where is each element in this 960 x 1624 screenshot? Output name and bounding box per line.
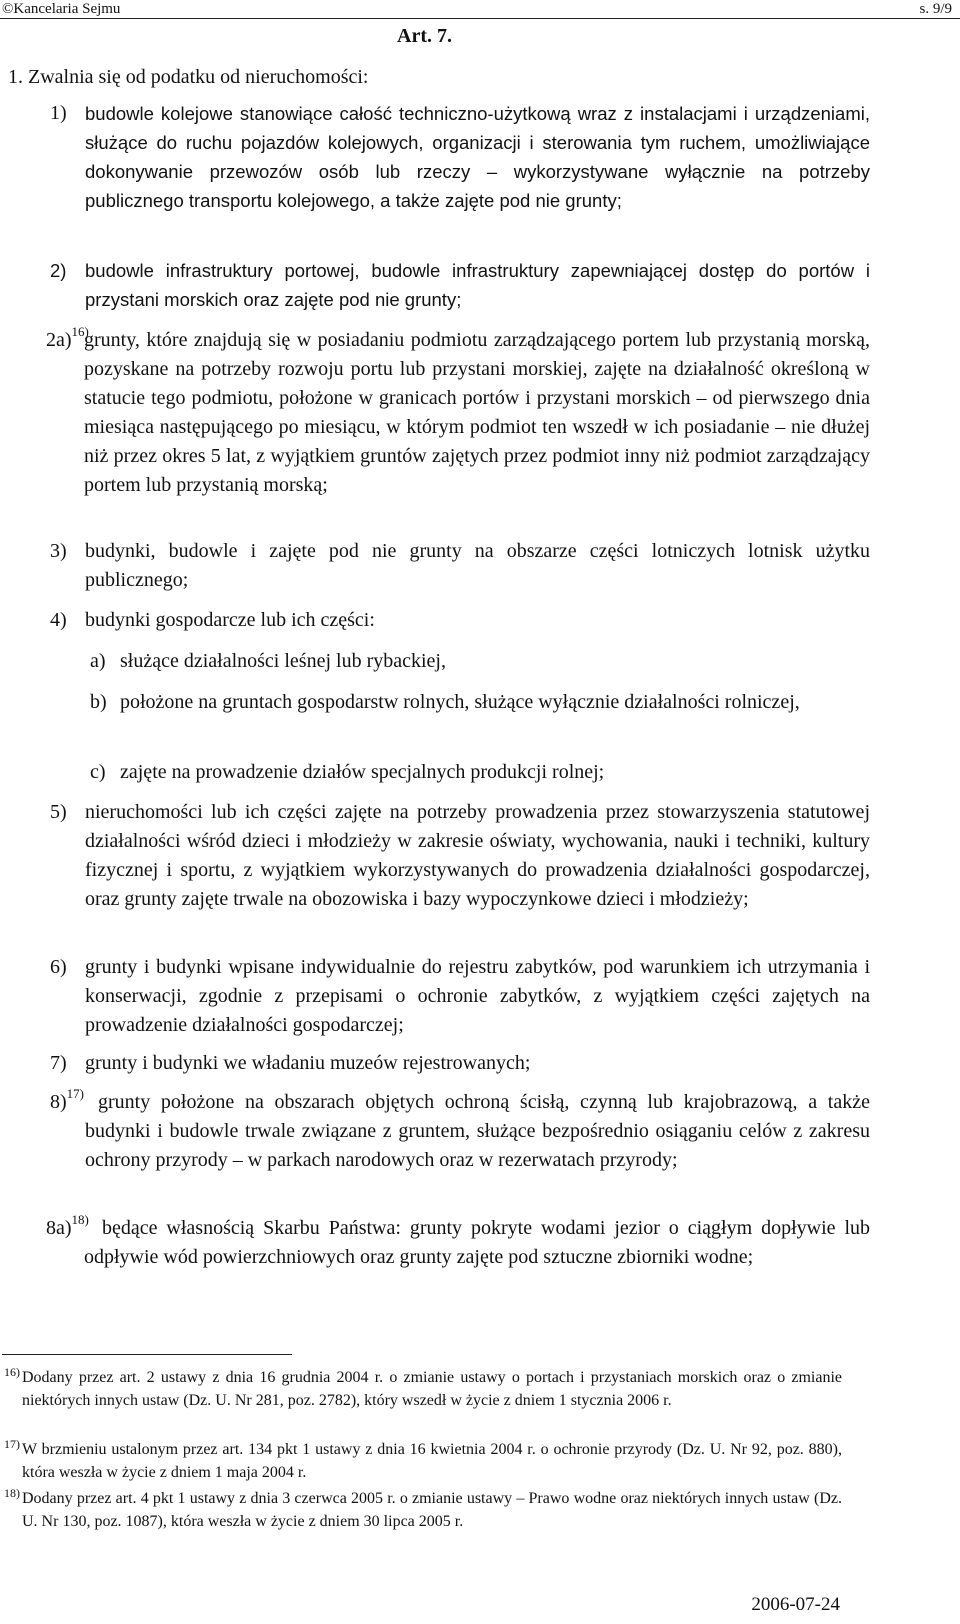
item-text: grunty położone na obszarach objętych ochroną ścisłą, czynną lub krajobrazową, a także budynki i budowle trwale związane z gruntem, służące bezpośrednio osiąganiu celów z zakresu ochrony przyrody – w parkach narodowych oraz w rezerwatach przyrody; (85, 1091, 870, 1171)
header-divider (0, 18, 960, 19)
item-number: 4) (50, 609, 67, 631)
document-date: 2006-07-24 (751, 1594, 840, 1615)
item-number: 8a)$^{18)}$ (46, 1212, 89, 1239)
item-text: nieruchomości lub ich części zajęte na potrzeby prowadzenia przez stowarzyszenia statutowej działalności wśród dzieci i młodzieży w zakresie oświaty, wychowania, nauki i techniki, kultury fizycznej i sportu, z wyjątkiem wykorzystywanych do prowadzenia działalności gospodarczej, oraz grunty zajęte trwale na obozowiska i bazy wypoczynkowe dzieci i młodzieży; (85, 801, 870, 910)
item-number: 2) (50, 260, 67, 281)
article-title: Art. 7. (397, 25, 452, 47)
item-text: grunty i budynki we władaniu muzeów rejestrowanych; (85, 1052, 531, 1074)
item-text: budynki, budowle i zajęte pod nie grunty na obszarze części lotniczych lotnisk użytku publicznego; (85, 540, 870, 591)
footnote (4, 1437, 842, 1484)
list-item (50, 99, 870, 215)
sub-item-text: zajęte na prowadzenie działów specjalnych produkcji rolnej; (120, 761, 605, 783)
item-text: grunty, które znajdują się w posiadaniu podmiotu zarządzającego portem lub przystanią morską, pozyskane na potrzeby rozwoju portu lub przystani morskiej, zajęte na działalność określoną w statucie tego podmiotu, położone w granicach portów i przystani morskich – od pierwszego dnia miesiąca następującego po miesiącu, w którym podmiot ten wszedł w ich posiadanie – nie dłużej niż przez okres 5 lat, z wyjątkiem gruntów zajętych przez podmiot inny niż podmiot zarządzający portem lub przystanią morską; (84, 329, 870, 496)
sub-item-letter: b) (90, 691, 107, 713)
list-item (50, 606, 870, 635)
sub-item-text: położone na gruntach gospodarstw rolnych, służące wyłącznie działalności rolniczej, (120, 691, 800, 713)
item-text: budowle kolejowe stanowiące całość techniczno-użytkową wraz z instalacjami i urządzeniami, służące do ruchu pojazdów kolejowych, organizacji i sterowania tym ruchem, umożliwiające dokonywanie przewozów osób lub rzeczy – wykorzystywane wyłącznie na potrzeby publicznego transportu kolejowego, a także zajęte pod nie grunty; (85, 103, 870, 211)
list-item (46, 326, 870, 500)
footnote-divider (2, 1354, 292, 1355)
footnote-text: W brzmieniu ustalonym przez art. 134 pkt 1 ustawy z dnia 16 kwietnia 2004 r. o ochronie przyrody (Dz. U. Nr 92, poz. 880), która weszła w życie z dniem 1 maja 2004 r. (22, 1441, 842, 1481)
item-number: 3) (50, 540, 67, 562)
item-text: budowle infrastruktury portowej, budowle infrastruktury zapewniającej dostęp do portów i przystani morskich oraz zajęte pod nie grunty; (85, 260, 870, 310)
sub-item-text: służące działalności leśnej lub rybackiej, (120, 650, 446, 672)
footnote-ref: 17) (66, 1086, 85, 1102)
sub-item-letter: c) (90, 761, 106, 783)
header-page-number: s. 9/9 (919, 1, 952, 17)
sub-item-letter: a) (90, 650, 106, 672)
item-number: 1) (50, 102, 67, 124)
footnote-number: 17) (4, 1437, 20, 1451)
list-item (50, 537, 870, 595)
footnote-number: 18) (4, 1486, 20, 1500)
list-item (46, 1214, 870, 1272)
list-item (50, 1049, 870, 1078)
header-source: ©Kancelaria Sejmu (2, 1, 121, 17)
sub-item (90, 758, 870, 787)
article-intro: 1. Zwalnia się od podatku od nieruchomości: (8, 66, 369, 88)
sub-item (90, 688, 870, 717)
item-number: 8)$^{17)}$ (50, 1086, 85, 1113)
list-item (50, 953, 870, 1040)
sub-item (90, 647, 870, 676)
item-number: 7) (50, 1052, 67, 1074)
item-text: budynki gospodarcze lub ich części: (85, 609, 375, 631)
footnote-text: Dodany przez art. 4 pkt 1 ustawy z dnia 3 czerwca 2005 r. o zmianie ustawy – Prawo wodne oraz niektórych innych ustaw (Dz. U. Nr 130, poz. 1087), która weszła w życie z dniem 30 lipca 2005 r. (22, 1490, 842, 1530)
footnote-ref: 16) (71, 324, 89, 340)
item-number: 6) (50, 956, 67, 978)
item-number: 2a)$^{16)}$ (46, 324, 89, 351)
item-number: 5) (50, 801, 67, 823)
footnote-ref: 18) (71, 1212, 89, 1228)
footnote (4, 1365, 842, 1412)
footnote-text: Dodany przez art. 2 ustawy z dnia 16 grudnia 2004 r. o zmianie ustawy o portach i przystaniach morskich oraz o zmianie niektórych innych ustaw (Dz. U. Nr 281, poz. 2782), który wszedł w życie z dniem 1 stycznia 2006 r. (22, 1369, 842, 1409)
footnote-number: 16) (4, 1365, 20, 1379)
list-item (50, 798, 870, 914)
footnote (4, 1486, 842, 1533)
list-item (50, 1088, 870, 1175)
item-text: będące własnością Skarbu Państwa: grunty pokryte wodami jezior o ciągłym dopływie lub odpływie wód powierzchniowych oraz grunty zajęte pod sztuczne zbiorniki wodne; (84, 1217, 870, 1268)
item-text: grunty i budynki wpisane indywidualnie do rejestru zabytków, pod warunkiem ich utrzymania i konserwacji, zgodnie z przepisami o ochronie zabytków, z wyjątkiem części zajętych na prowadzenie działalności gospodarczej; (85, 956, 870, 1036)
list-item (50, 256, 870, 314)
